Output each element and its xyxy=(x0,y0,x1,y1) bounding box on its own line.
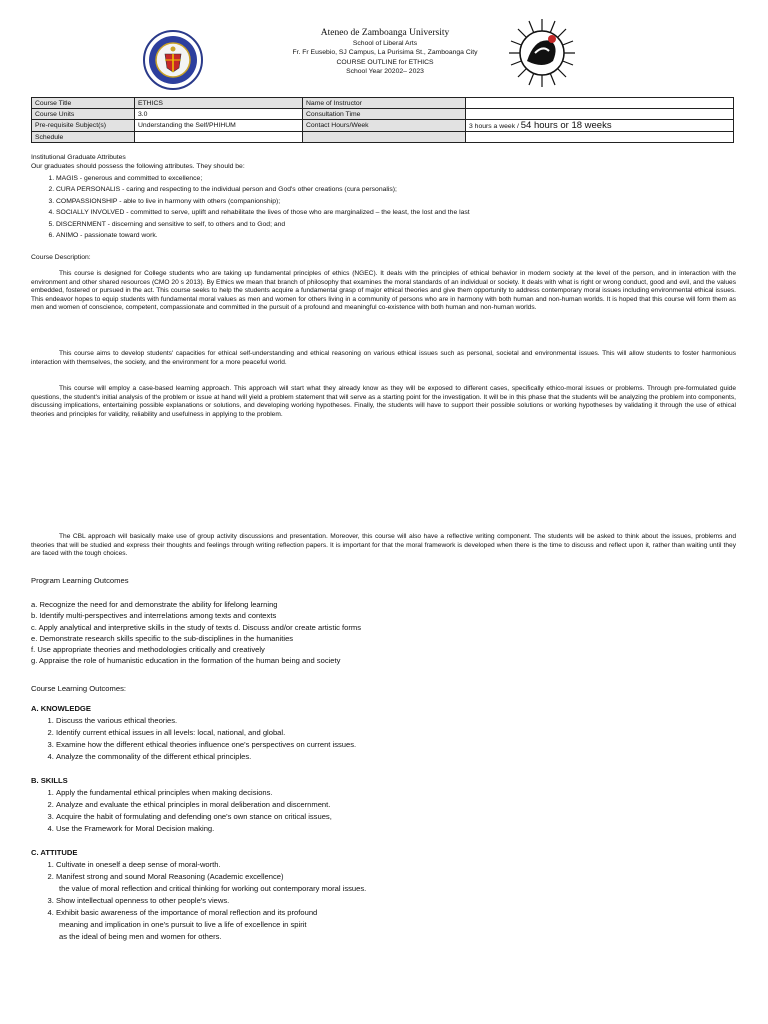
list-item: 1. MAGIS - generous and committed to excellence; xyxy=(56,173,470,184)
table-row xyxy=(32,132,734,143)
school-year: School Year 20202– 2023 xyxy=(346,67,424,75)
description-paragraph-2: This course aims to develop students' capacities for ethical self-understanding and ethical reasoning on various ethical issues such as personal, societal and environmental issues. This will allow students to foster harmonious interaction with themselves, the society, and the environment for a more peaceful world. xyxy=(31,350,736,366)
list-item: 4. Exhibit basic awareness of the importance of moral reflection and its profound xyxy=(56,907,366,919)
attitude-item-2-continuation: the value of moral reflection and critical thinking for working out contemporary moral issues. xyxy=(59,884,367,893)
program-outcomes-list xyxy=(31,599,361,667)
list-item: 3. Examine how the different ethical theories influence one's perspectives on current issues. xyxy=(56,739,356,751)
empty-value-cell xyxy=(466,132,734,143)
list-item: 3. COMPASSIONSHIP - able to live in harmony with others (companionship); xyxy=(56,196,470,207)
list-item: 4. SOCIALLY INVOLVED - committed to serve, uplift and rehabilitate the lives of those who are marginalized – the least, the lost and the last xyxy=(56,207,470,218)
instructor-label: Name of Instructor xyxy=(303,98,466,109)
skills-title: B. SKILLS xyxy=(31,776,68,785)
list-item: 1. Discuss the various ethical theories. xyxy=(56,715,356,727)
skills-section xyxy=(31,775,332,835)
list-item: b. Identify multi-perspectives and interrelations among texts and contexts xyxy=(31,611,277,621)
contact-hours-value xyxy=(466,120,734,132)
list-item: 5. DISCERNMENT - discerning and sensitive to self, to others and to God; and xyxy=(56,219,470,230)
consultation-time-value xyxy=(466,109,734,120)
list-item: a. Recognize the need for and demonstrate the ability for lifelong learning xyxy=(31,600,278,609)
list-item: 3. Show intellectual openness to other people's views. xyxy=(56,895,366,907)
course-info-table xyxy=(31,97,734,143)
contact-hours-weekly: 3 hours a week / xyxy=(469,123,521,130)
schedule-label: Schedule xyxy=(32,132,135,143)
school-name: School of Liberal Arts xyxy=(352,40,418,47)
list-item: 2. Analyze and evaluate the ethical principles in moral deliberation and discernment. xyxy=(56,799,332,811)
description-paragraph-1: This course is designed for College students who are taking up fundamental principles of ethics (NGEC). It deals with the principles of ethical behavior in modern society at the level of the person, and in interaction with the environment and other shared resources (CMO 20 s 2013). By Ethics we mean that branch of philosophy that examines the moral standards of an individual or society. It deals with what is right or wrong conduct, good and evil, and the values embedded, fostered or pursued in the act. This course seeks to help the students acquire a fundamental grasp of major ethical theories and give them opportunity to address contemporary moral issues including environmental ethical issues. This endeavor hopes to equip students with fundamental moral values as men and women for others living in a community of persons who are in harmony with both human and non-human worlds. It is hoped that this course will form them as men and women of conscience, competent, compassionate and committed in the pursuit of a profound and meaningful co-existence with both human and non-human worlds. xyxy=(31,270,736,312)
instructor-value xyxy=(466,98,734,109)
prerequisite-value: Understanding the Self/PHIHUM xyxy=(135,120,303,132)
list-item: f. Use appropriate theories and methodologies critically and creatively xyxy=(31,645,265,655)
university-name: Ateneo de Zamboanga University xyxy=(320,28,450,38)
contact-hours-total: 54 hours or 18 weeks xyxy=(520,120,612,131)
table-row xyxy=(32,109,734,120)
course-title-value: ETHICS xyxy=(135,98,303,109)
knowledge-section xyxy=(31,703,356,763)
empty-label-cell xyxy=(303,132,466,143)
consultation-time-label: Consultation Time xyxy=(303,109,466,120)
prerequisite-label: Pre-requisite Subject(s) xyxy=(32,120,135,132)
list-item: e. Demonstrate research skills specific to the sub-disciplines in the humanities xyxy=(31,633,294,643)
attributes-list xyxy=(31,173,470,241)
attitude-section xyxy=(31,847,366,943)
description-heading: Course Description: xyxy=(31,254,91,261)
attributes-heading: Institutional Graduate Attributes xyxy=(31,154,126,161)
course-outcomes-heading: Course Learning Outcomes: xyxy=(31,684,126,693)
liberal-arts-emblem-icon xyxy=(507,17,577,89)
attitude-item-4-continuation-1: meaning and implication in one's pursuit to live a life of excellence in spirit xyxy=(59,920,307,929)
list-item: 6. ANIMO - passionate toward work. xyxy=(56,230,470,241)
list-item: 4. Analyze the commonality of the different ethical principles. xyxy=(56,751,356,763)
contact-hours-label: Contact Hours/Week xyxy=(303,120,466,132)
list-item: 2. Identify current ethical issues in all levels: local, national, and global. xyxy=(56,727,356,739)
list-item: g. Appraise the role of humanistic education in the formation of the human being and society xyxy=(31,656,341,666)
university-seal-icon xyxy=(143,30,203,90)
list-item: c. Apply analytical and interpretive skills in the study of texts d. Discuss and/or create artistic forms xyxy=(31,622,362,632)
attributes-intro: Our graduates should possess the following attributes. They should be: xyxy=(31,163,245,170)
list-item: 1. Apply the fundamental ethical principles when making decisions. xyxy=(56,787,332,799)
course-units-value: 3.0 xyxy=(135,109,303,120)
campus-address: Fr. Fr Eusebio, SJ Campus, La Purisima St., Zamboanga City xyxy=(292,49,478,57)
table-row xyxy=(32,98,734,109)
description-paragraph-4: The CBL approach will basically make use of group activity discussions and presentation. Moreover, this course will also have a reflective writing component. The students will be asked to think about the issues, problems and theories that will be studied and express their thoughts and feelings through writing reflection papers. It is important for that the moral framework is developed when there is the time to discuss and reflect upon it, rather than waiting until they are faced with the tough choices. xyxy=(31,533,736,558)
attitude-item-4-continuation-2: as the ideal of being men and women for others. xyxy=(59,932,222,941)
course-outline-title: COURSE OUTLINE for ETHICS xyxy=(336,58,434,66)
knowledge-title: A. KNOWLEDGE xyxy=(31,704,91,713)
attitude-title: C. ATTITUDE xyxy=(31,848,78,857)
list-item: 2. CURA PERSONALIS - caring and respecting to the individual person and God's other creations (cura personalis); xyxy=(56,184,470,195)
schedule-value xyxy=(135,132,303,143)
program-outcomes-heading: Program Learning Outcomes xyxy=(31,576,129,585)
document-header xyxy=(260,28,510,76)
course-units-label: Course Units xyxy=(32,109,135,120)
table-row xyxy=(32,120,734,132)
list-item: 3. Acquire the habit of formulating and defending one's own stance on critical issues, xyxy=(56,811,332,823)
list-item: 1. Cultivate in oneself a deep sense of moral-worth. xyxy=(56,859,366,871)
description-paragraph-3: This course will employ a case-based learning approach. This approach will start what they already know as they will be exposed to different cases, specifically ethico-moral issues or problems. Through pre-formulated guide questions, the student's initial analysis of the problem or issue at hand will yield a problem statement that will serve as a starting point for the investigation. It will be in this phase that the students will be analyzing the problem into components, discussing implications, entertaining possible explanations or solutions, and developing working hypotheses. Finally, the students will have to support their possible solutions or working hypotheses by validating it through the use of ethical theories and principles for validity, reliability and usefulness in applying to the problem. xyxy=(31,385,736,418)
list-item: 2. Manifest strong and sound Moral Reasoning (Academic excellence) xyxy=(56,871,366,883)
list-item: 4. Use the Framework for Moral Decision making. xyxy=(56,823,332,835)
course-title-label: Course Title xyxy=(32,98,135,109)
